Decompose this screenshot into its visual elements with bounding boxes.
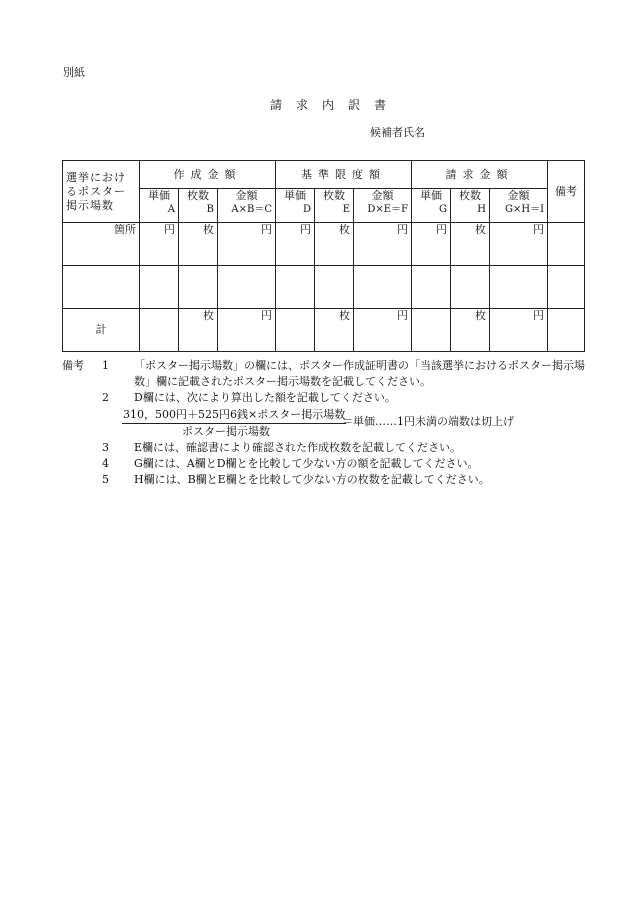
group-production-amount: 作成金額: [140, 161, 276, 189]
table-cell: [140, 266, 179, 309]
unit-price-formula: [62, 406, 592, 440]
notes-section: [62, 358, 592, 488]
table-cell: [451, 266, 490, 309]
table-cell: 円: [276, 223, 315, 266]
table-cell: [218, 266, 276, 309]
note-text: G欄には、A欄とD欄とを比較して少ない方の額を記載してください。: [134, 457, 479, 470]
note-number: 3: [102, 441, 109, 454]
note-item: [62, 472, 592, 488]
table-cell: [354, 266, 412, 309]
sub-header-h: 枚数 H: [451, 189, 490, 223]
note-text: H欄には、B欄とE欄とを比較して少ない方の枚数を記載してください。: [134, 473, 490, 486]
table-cell: [276, 309, 315, 352]
col-remarks: 備考: [548, 161, 585, 223]
claim-breakdown-table: [62, 160, 585, 352]
sub-header-f: 金額 D×E＝F: [354, 189, 412, 223]
sub-header-g: 単価 G: [412, 189, 451, 223]
formula-denominator: ポスター掲示場数: [182, 425, 270, 438]
sub-header-b: 枚数 B: [179, 189, 218, 223]
table-cell: 円: [412, 223, 451, 266]
table-cell: [412, 309, 451, 352]
note-text: E欄には、確認書により確認された作成枚数を記載してください。: [134, 441, 462, 454]
table-cell: [140, 309, 179, 352]
note-number: 5: [102, 473, 109, 486]
attachment-label: 別紙: [63, 66, 85, 79]
table-cell: 円: [354, 309, 412, 352]
document-title: 請求内訳書: [270, 98, 401, 112]
note-item: [62, 390, 592, 406]
formula-result: ＝単価……1円未満の端数は切上げ: [342, 415, 514, 428]
table-cell: 枚: [179, 309, 218, 352]
notes-heading: 備考: [62, 359, 84, 372]
table-cell: 円: [218, 223, 276, 266]
table-cell: [63, 266, 140, 309]
note-text: 「ポスター掲示場数」の欄には、ポスター作成証明書の「当該選挙におけるポスター掲示場数」欄に記載されたポスター掲示場数を記載してください。: [134, 359, 585, 388]
table-cell: 円: [218, 309, 276, 352]
table-cell: [548, 266, 585, 309]
total-label: 計: [63, 309, 140, 352]
sub-header-e: 枚数 E: [315, 189, 354, 223]
candidate-name-label: 候補者氏名: [370, 126, 425, 139]
sub-header-a: 単価 A: [140, 189, 179, 223]
formula-numerator: 310，500円＋525円6銭×ポスター掲示場数: [122, 407, 346, 424]
table-cell: [548, 309, 585, 352]
table-cell: [179, 266, 218, 309]
col-election-poster-sites: 選挙におけるポスター掲示場数: [63, 161, 140, 223]
table-cell: 枚: [315, 223, 354, 266]
sub-header-c: 金額 A×B＝C: [218, 189, 276, 223]
note-number: 2: [102, 391, 109, 404]
table-cell: 円: [354, 223, 412, 266]
table-cell: 箇所: [63, 223, 140, 266]
table-cell: 枚: [451, 309, 490, 352]
sub-header-d: 単価 D: [276, 189, 315, 223]
table-cell: 円: [140, 223, 179, 266]
note-item: [62, 358, 592, 390]
note-item: [62, 456, 592, 472]
table-cell: [276, 266, 315, 309]
note-number: 4: [102, 457, 109, 470]
table-cell: [548, 223, 585, 266]
note-text: D欄には、次により算出した額を記載してください。: [134, 391, 396, 404]
group-claim-amount: 請求金額: [412, 161, 548, 189]
table-cell: [412, 266, 451, 309]
sub-header-i: 金額 G×H＝I: [490, 189, 548, 223]
table-cell: 円: [490, 309, 548, 352]
table-cell: 枚: [451, 223, 490, 266]
note-number: 1: [102, 359, 109, 372]
table-cell: 枚: [315, 309, 354, 352]
group-standard-limit: 基準限度額: [276, 161, 412, 189]
table-cell: [490, 266, 548, 309]
table-cell: 枚: [179, 223, 218, 266]
note-item: [62, 440, 592, 456]
table-cell: [315, 266, 354, 309]
table-cell: 円: [490, 223, 548, 266]
